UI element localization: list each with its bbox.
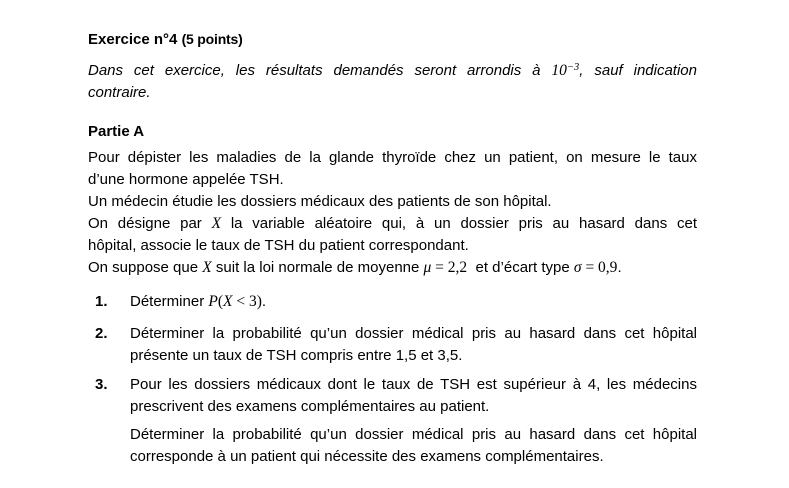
text-line: [88, 235, 697, 257]
question-paragraph: [130, 374, 697, 418]
text-segment: .: [261, 293, 267, 310]
text-segment: On suppose que: [88, 259, 203, 276]
text-segment: Pour les dossiers médicaux dont le taux de TSH est supérieur à 4, les médecins: [130, 376, 697, 393]
exercise-title-main: Exercice n°4: [88, 31, 182, 48]
text-line: [88, 82, 697, 104]
text-segment: Déterminer la probabilité qu’un dossier médical pris au hasard dans cet hôpital: [130, 325, 697, 342]
question-number: 1.: [95, 293, 108, 310]
text-segment: .: [617, 259, 622, 276]
question-number: 3.: [95, 376, 108, 393]
text-segment: contraire.: [88, 84, 151, 101]
question-item-3: [88, 374, 697, 468]
text-line: [130, 424, 697, 446]
text-line: [88, 57, 697, 82]
text-line: [88, 147, 697, 169]
question-number: 2.: [95, 325, 108, 342]
math-segment: X: [223, 293, 233, 310]
question-item-2: [88, 323, 697, 367]
question-body: [130, 374, 697, 468]
text-segment: présente un taux de TSH compris entre 1,5 et 3,5.: [130, 347, 463, 364]
exercise-title-points: (5 points): [181, 31, 243, 47]
math-segment: −3: [566, 62, 580, 73]
text-segment: Pour dépister les maladies de la glande thyroïde chez un patient, on mesure le taux: [88, 149, 697, 166]
question-body: [130, 291, 697, 313]
math-segment: X: [202, 259, 212, 276]
text-segment: hôpital, associe le taux de TSH du patient correspondant.: [88, 237, 469, 254]
math-segment: σ: [573, 259, 582, 276]
text-segment: Déterminer: [130, 293, 209, 310]
math-segment: = 0,9: [581, 259, 618, 276]
text-line: [88, 191, 697, 213]
text-line: [88, 169, 697, 191]
text-segment: la variable aléatoire qui, à un dossier pris au hasard dans cet: [221, 215, 697, 232]
part-a-heading: Partie A: [88, 123, 145, 140]
math-segment: P: [208, 293, 218, 310]
part-a-paragraph: [88, 147, 697, 279]
text-segment: Un médecin étudie les dossiers médicaux des patients de son hôpital.: [88, 193, 552, 210]
math-segment: = 2,2: [431, 259, 468, 276]
text-line: [88, 213, 697, 235]
text-line: [88, 257, 697, 279]
intro-note: [88, 57, 697, 104]
text-segment: , sauf indication: [579, 62, 697, 79]
text-line: [130, 446, 697, 468]
text-segment: On désigne par: [88, 215, 212, 232]
document-content: [88, 28, 697, 468]
math-segment: μ: [423, 259, 432, 276]
question-paragraph: [130, 424, 697, 468]
math-segment: (: [217, 293, 223, 310]
exercise-title: [88, 28, 697, 51]
text-segment: et d’écart type: [467, 259, 574, 276]
text-segment: Dans cet exercice, les résultats demandés seront arrondis à: [88, 62, 552, 79]
question-item-1: [88, 291, 697, 313]
text-segment: prescrivent des examens complémentaires au patient.: [130, 398, 490, 415]
text-segment: d’une hormone appelée TSH.: [88, 171, 284, 188]
text-segment: corresponde à un patient qui nécessite des examens complémentaires.: [130, 448, 604, 465]
math-segment: < 3): [232, 293, 262, 310]
text-line: [130, 323, 697, 345]
text-line: [130, 396, 697, 418]
text-line: [130, 291, 697, 313]
text-line: [130, 345, 697, 367]
question-body: [130, 323, 697, 367]
math-segment: 10: [551, 62, 567, 79]
text-line: [130, 374, 697, 396]
text-segment: Déterminer la probabilité qu’un dossier médical pris au hasard dans cet hôpital: [130, 426, 697, 443]
text-segment: suit la loi normale de moyenne: [211, 259, 424, 276]
math-segment: X: [211, 215, 222, 232]
